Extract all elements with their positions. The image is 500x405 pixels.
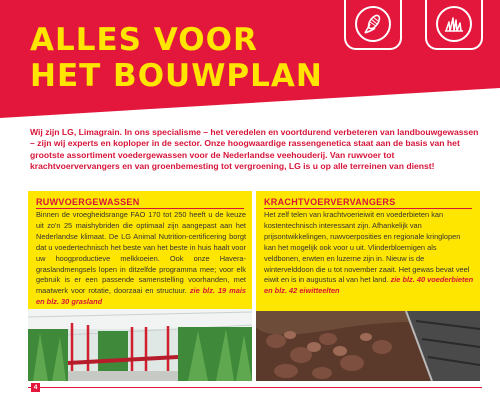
page-number: 4: [31, 383, 40, 392]
grass-icon: [436, 6, 472, 42]
page-reference: zie blz. 19 mais en blz. 30 grasland: [36, 286, 246, 307]
card-body: [264, 210, 474, 297]
corn-tab: [344, 0, 402, 50]
page-title: ALLES VOOR HET BOUWPLAN: [30, 22, 323, 94]
footer-rule: [28, 387, 482, 388]
ruwvoergewassen-card: [28, 191, 252, 381]
beets-harvest-photo: [256, 311, 480, 381]
intro-paragraph: Wij zijn LG, Limagrain. In ons specialisme – het veredelen en voortdurend verbeteren van landbouwgewassen – zijn wij experts en koploper in de sector. Onze hoogwaardige rassengenetica staat aan de basis van het grootste assortiment voedergewassen voor de Nederlandse veehouderij. Van ruwvoer tot krachtvoervervangers en van groenbemesting tot vergroening, LG is u op alle terreinen van dienst!: [30, 127, 479, 171]
heading-divider: [36, 208, 244, 209]
card-body-text: Het zelf telen van krachtvoerieiwit en voederbieten kan kostentechnisch interessant zijn. Afhankelijk van prijsontwikkelingen, ruwvoerposities en regionale kringlopen kan het mogelijk ook voor u uit. Vlinderbloemigen als veldbonen, erwten en luzerne zijn in. Nieuw is de wintervelddoon die u tot november zaait. Het gewas bevat veel eiwit en is in augustus al van het land.: [264, 210, 470, 285]
grass-tab: [425, 0, 483, 50]
greenhouse-photo: [28, 309, 252, 381]
card-body: [36, 210, 246, 308]
card-heading: KRACHTVOERVERVANGERS: [264, 197, 396, 207]
heading-divider: [264, 208, 472, 209]
corn-icon: [355, 6, 391, 42]
krachtvoervervangers-card: [256, 191, 480, 381]
card-body-text: Binnen de vroegheidsrange FAO 170 tot 250 heeft u de keuze uit zo'n 25 maishybriden die optimaal zijn aangepast aan het Nederlandse klimaat. De LG Animal Nutrition-certificering borgt dat u voedertechnisch het beste van het beste in huis haalt voor uw hoogproductieve melkkoeien. Ook onze Havera-graslandmengsels lopen in ditzelfde programma mee; voor elk gebruik is er een passende samenstelling voorhanden, met maatwerk voor rotatie, doorzaai en structuur.: [36, 210, 246, 296]
card-heading: RUWVOERGEWASSEN: [36, 197, 140, 207]
page-reference: zie blz. 40 voederbieten en blz. 42 eiwitteelten: [264, 275, 474, 296]
